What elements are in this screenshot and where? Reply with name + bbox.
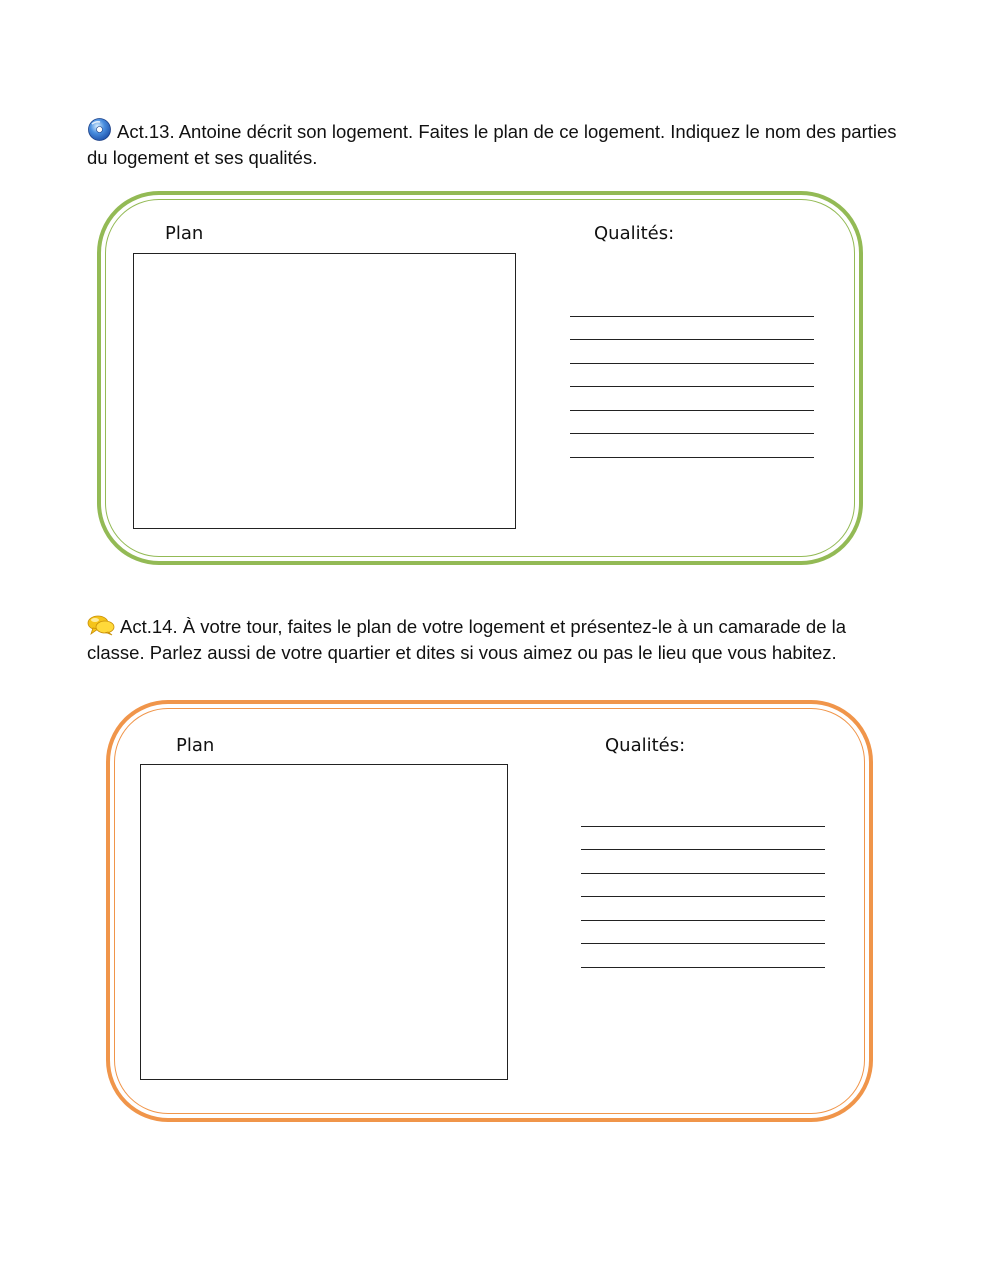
answer-line[interactable] [570, 340, 814, 364]
activity-13-qualities-label: Qualités: [594, 223, 675, 244]
activity-13-answer-lines [570, 293, 814, 458]
activity-14-instruction [87, 614, 897, 664]
answer-line[interactable] [581, 874, 825, 898]
activity-13-text: Act.13. Antoine décrit son logement. Faites le plan de ce logement. Indiquez le nom des parties du logement et ses qualités. [87, 121, 897, 168]
answer-line[interactable] [570, 434, 814, 458]
answer-line[interactable] [570, 387, 814, 411]
activity-13-instruction [87, 118, 897, 169]
activity-13-plan-drawing-area[interactable] [133, 253, 516, 529]
answer-line[interactable] [570, 317, 814, 341]
answer-line[interactable] [570, 364, 814, 388]
activity-14-plan-label: Plan [176, 735, 215, 756]
answer-line[interactable] [581, 850, 825, 874]
speech-bubbles-icon [87, 614, 115, 641]
answer-line[interactable] [570, 293, 814, 317]
activity-13-plan-label: Plan [165, 223, 204, 244]
answer-line[interactable] [570, 411, 814, 435]
activity-14-plan-drawing-area[interactable] [140, 764, 508, 1080]
activity-14-qualities-label: Qualités: [605, 735, 686, 756]
activity-14-answer-lines [581, 803, 825, 968]
answer-line[interactable] [581, 827, 825, 851]
answer-line[interactable] [581, 803, 825, 827]
listening-disc-icon [87, 118, 112, 146]
answer-line[interactable] [581, 897, 825, 921]
answer-line[interactable] [581, 921, 825, 945]
answer-line[interactable] [581, 944, 825, 968]
activity-14-text: Act.14. À votre tour, faites le plan de votre logement et présentez-le à un camarade de la classe. Parlez aussi de votre quartier et dites si vous aimez ou pas le lieu que vous habitez. [87, 616, 847, 663]
